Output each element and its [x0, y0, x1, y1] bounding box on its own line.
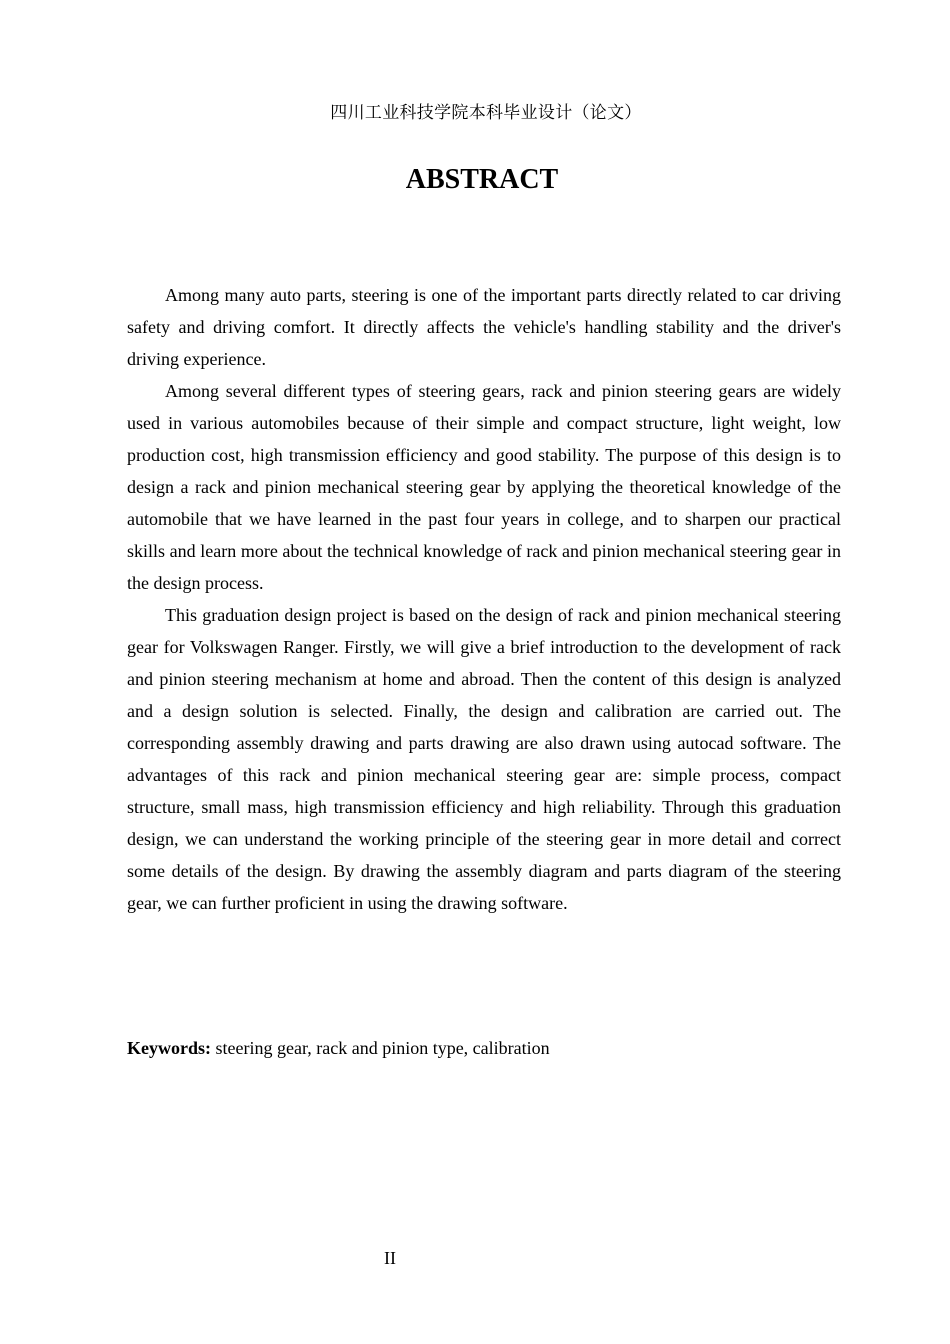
page-title: ABSTRACT — [405, 164, 559, 195]
keywords-value: steering gear, rack and pinion type, calibration — [215, 1038, 550, 1058]
keywords-line — [127, 1033, 841, 1063]
abstract-paragraph-3: This graduation design project is based on the design of rack and pinion mechanical steering gear for Volkswagen Ranger. Firstly, we will give a brief introduction to the development of rack and pinion steering mechanism at home and abroad. Then the content of this design is analyzed and a design solution is selected. Finally, the design and calibration are carried out. The corresponding assembly drawing and parts drawing are also drawn using autocad software. The advantages of this rack and pinion mechanical steering gear are: simple process, compact structure, small mass, high transmission efficiency and high reliability. Through this graduation design, we can understand the working principle of the steering gear in more detail and correct some details of the design. By drawing the assembly diagram and parts diagram of the steering gear, we can further proficient in using the drawing software. — [127, 605, 841, 913]
abstract-paragraph-1: Among many auto parts, steering is one of the important parts directly related to car driving safety and driving comfort. It directly affects the vehicle's handling stability and the driver's driving experience. — [127, 285, 841, 369]
abstract-paragraph-2: Among several different types of steering gears, rack and pinion steering gears are widely used in various automobiles because of their simple and compact structure, light weight, low production cost, high transmission efficiency and good stability. The purpose of this design is to design a rack and pinion mechanical steering gear by applying the theoretical knowledge of the automobile that we have learned in the past four years in college, and to sharpen our practical skills and learn more about the technical knowledge of rack and pinion mechanical steering gear in the design process. — [127, 381, 841, 593]
abstract-body — [127, 279, 841, 919]
page-number: II — [384, 1248, 396, 1268]
keywords-label: Keywords: — [127, 1038, 211, 1058]
running-header: 四川工业科技学院本科毕业设计（论文） — [330, 103, 642, 123]
